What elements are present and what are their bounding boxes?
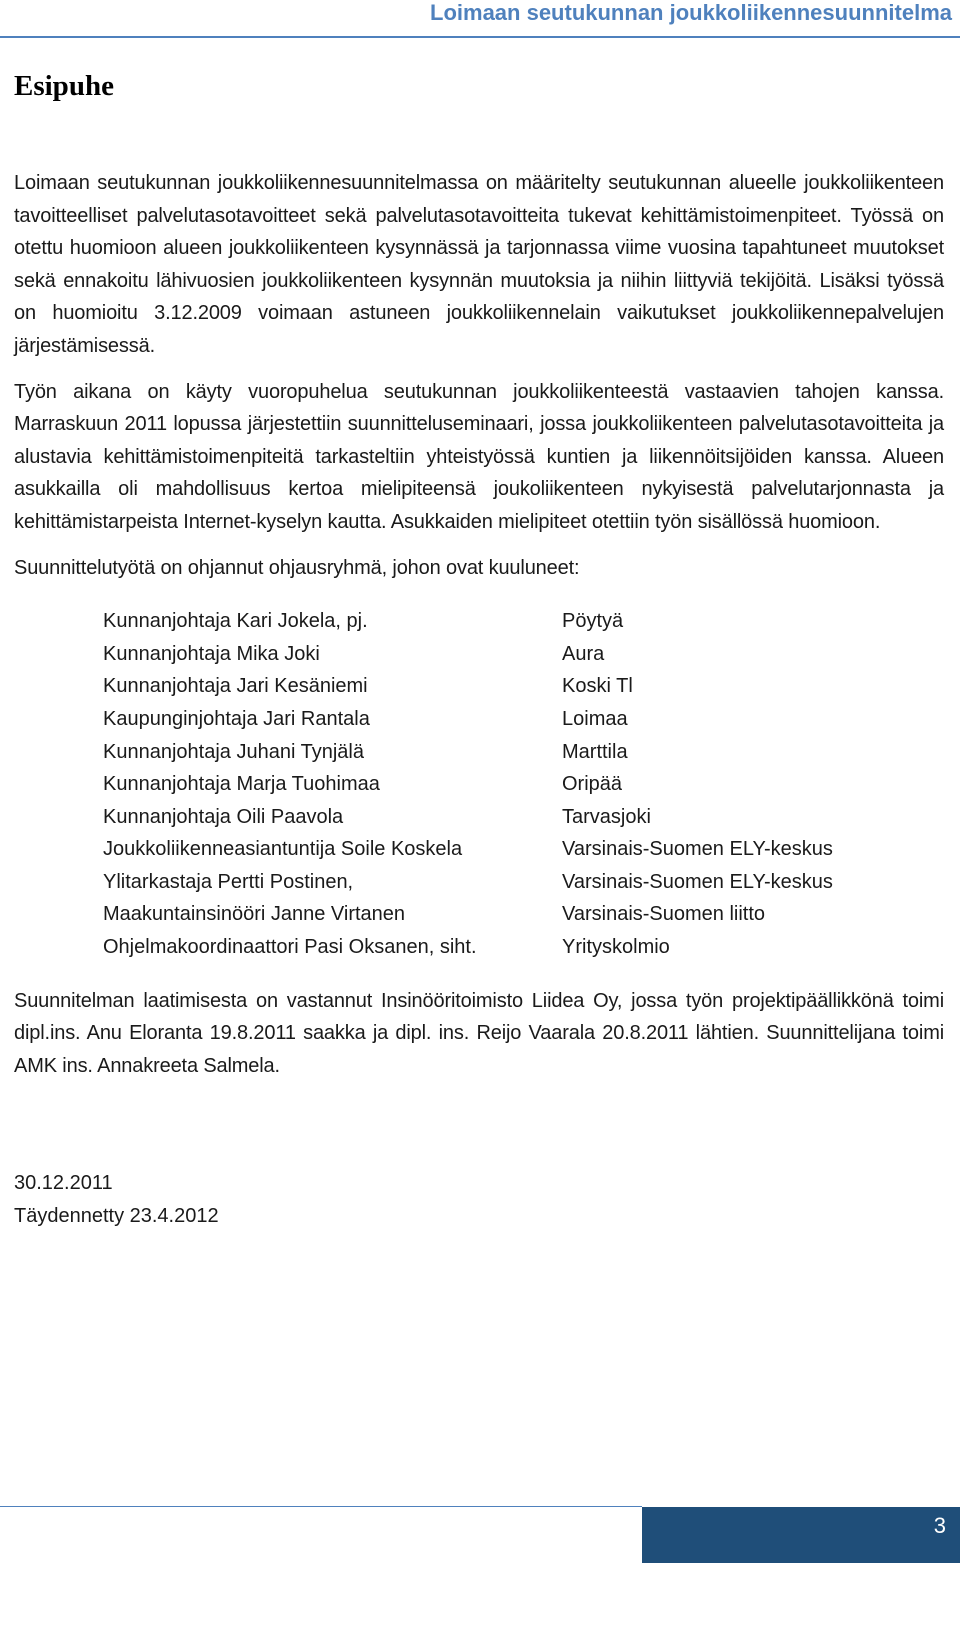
member-name: Kunnanjohtaja Oili Paavola bbox=[103, 805, 344, 828]
member-organization: Loimaa bbox=[562, 707, 628, 730]
member-row bbox=[103, 638, 944, 671]
member-organization: Koski Tl bbox=[562, 675, 633, 698]
document-date: 30.12.2011 bbox=[14, 1172, 113, 1195]
member-row bbox=[103, 931, 944, 964]
member-organization: Varsinais-Suomen ELY-keskus bbox=[562, 870, 833, 893]
member-name: Maakuntainsinööri Janne Virtanen bbox=[103, 903, 406, 926]
header-divider bbox=[0, 36, 960, 38]
member-name: Kunnanjohtaja Marja Tuohimaa bbox=[103, 773, 380, 796]
consultant-paragraph: Suunnitelman laatimisesta on vastannut Insinööritoimisto Liidea Oy, jossa työn projektipäällikkönä toimi dipl.ins. Anu Eloranta 19.8.2011 saakka ja dipl. ins. Reijo Vaarala 20.8.2011 lähtien. Suunnittelijana toimi AMK ins. Annakreeta Salmela. bbox=[14, 989, 944, 1077]
member-organization: Varsinais-Suomen ELY-keskus bbox=[562, 838, 833, 861]
steering-group-intro: Suunnittelutyötä on ohjannut ohjausryhmä, johon ovat kuuluneet: bbox=[14, 556, 580, 579]
member-organization: Yrityskolmio bbox=[562, 936, 670, 959]
member-organization: Varsinais-Suomen liitto bbox=[562, 903, 766, 926]
member-name: Ohjelmakoordinaattori Pasi Oksanen, siht. bbox=[103, 936, 477, 959]
intro-paragraph: Loimaan seutukunnan joukkoliikennesuunnitelmassa on määritelty seutukunnan alueelle joukkoliikenteen tavoitteelliset palvelutasotavoitteet sekä palvelutasotavoitteita tukevat kehittämistoimenpiteet. Työssä on otettu huomioon alueen joukkoliikenteen kysynnässä ja tarjonnassa viime vuosina tapahtuneet muutokset sekä ennakoitu lähivuosien joukkoliikenteen kysynnän muutoksia ja niihin liittyviä tekijöitä. Lisäksi työssä on huomioitu 3.12.2009 voimaan astuneen joukkoliikennelain vaikutukset joukkoliikennepalvelujen järjestämisessä. bbox=[14, 172, 944, 357]
member-organization: Tarvasjoki bbox=[562, 805, 651, 828]
member-row bbox=[103, 801, 944, 834]
date-block bbox=[14, 1167, 944, 1232]
footer-divider bbox=[0, 1506, 642, 1507]
member-row bbox=[103, 605, 944, 638]
document-body bbox=[14, 167, 944, 1233]
member-name: Kunnanjohtaja Mika Joki bbox=[103, 642, 320, 665]
member-organization: Oripää bbox=[562, 773, 623, 796]
member-name: Joukkoliikenneasiantuntija Soile Koskela bbox=[103, 838, 463, 861]
steering-group-list bbox=[103, 605, 944, 964]
member-organization: Aura bbox=[562, 642, 605, 665]
member-name: Kunnanjohtaja Kari Jokela, pj. bbox=[103, 610, 368, 633]
member-row bbox=[103, 736, 944, 769]
member-name: Kunnanjohtaja Jari Kesäniemi bbox=[103, 675, 368, 698]
member-row bbox=[103, 866, 944, 899]
member-row bbox=[103, 670, 944, 703]
member-row bbox=[103, 898, 944, 931]
process-paragraph: Työn aikana on käyty vuoropuhelua seutukunnan joukkoliikenteestä vastaavien tahojen kanssa. Marraskuun 2011 lopussa järjestettiin suunnitteluseminaari, jossa joukkoliikenteen palvelutasotavoitteita ja alustavia kehittämistoimenpiteitä tarkasteltiin yhteistyössä kuntien ja liikennöitsijöiden kanssa. Alueen asukkailla oli mahdollisuus kertoa mielipiteensä joukoliikenteen nykyisestä palvelutarjonnasta ja kehittämistarpeista Internet-kyselyn kautta. Asukkaiden mielipiteet otettiin työn sisällössä huomioon. bbox=[14, 380, 944, 533]
page-number: 3 bbox=[933, 1513, 946, 1538]
page-title: Esipuhe bbox=[14, 70, 114, 102]
member-organization: Marttila bbox=[562, 740, 628, 763]
member-name: Kaupunginjohtaja Jari Rantala bbox=[103, 707, 370, 730]
member-name: Kunnanjohtaja Juhani Tynjälä bbox=[103, 740, 364, 763]
running-header-title: Loimaan seutukunnan joukkoliikennesuunnitelma bbox=[430, 0, 952, 25]
updated-date: Täydennetty 23.4.2012 bbox=[14, 1205, 219, 1228]
member-organization: Pöytyä bbox=[562, 610, 624, 633]
member-row bbox=[103, 833, 944, 866]
footer-page-bar bbox=[642, 1507, 960, 1563]
member-row bbox=[103, 768, 944, 801]
member-row bbox=[103, 703, 944, 736]
member-name: Ylitarkastaja Pertti Postinen, bbox=[103, 870, 354, 893]
